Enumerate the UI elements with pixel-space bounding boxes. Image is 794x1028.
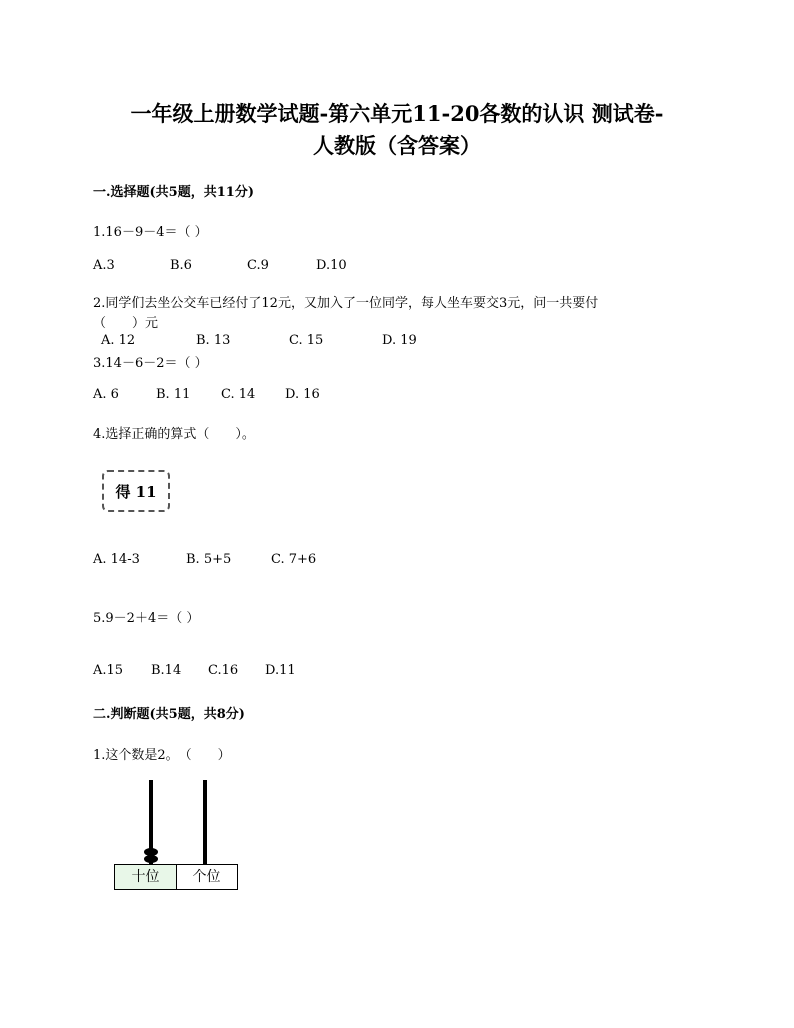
q2-option-a: A. 12 (101, 333, 136, 348)
q5-option-a: A.15 (93, 663, 124, 678)
q5-text: 5.9－2＋4＝（ ） (93, 611, 200, 626)
q2-text-line1: 2.同学们去坐公交车已经付了12元，又加入了一位同学，每人坐车要交3元，问一共要付 (93, 296, 599, 311)
q1-option-a: A.3 (93, 258, 115, 273)
q2-option-d: D. 19 (382, 333, 417, 348)
q5-option-c: C.16 (208, 663, 239, 678)
q3-option-b: B. 11 (156, 387, 191, 402)
j1-text: 1.这个数是2。 （ ） (93, 748, 231, 763)
q1-option-d: D.10 (316, 258, 347, 273)
q4-option-a: A. 14-3 (93, 552, 140, 567)
q1-option-b: B.6 (170, 258, 192, 273)
q4-option-c: C. 7+6 (271, 552, 317, 567)
page-title-line1: 一年级上册数学试题-第六单元11-20各数的认识 测试卷- (130, 101, 664, 126)
q2-text-line2: （ ）元 (93, 316, 159, 331)
section1-heading: 一.选择题(共5题，共11分) (93, 185, 254, 200)
tens-place-label: 十位 (115, 865, 177, 889)
q1-text: 1.16－9－4＝（ ） (93, 225, 208, 240)
abacus-base (114, 864, 238, 890)
q2-option-b: B. 13 (196, 333, 231, 348)
q5-option-b: B.14 (151, 663, 182, 678)
q4-text: 4.选择正确的算式（ ）。 (93, 427, 255, 442)
abacus-diagram (114, 780, 238, 892)
q1-option-c: C.9 (247, 258, 269, 273)
q4-label-box (102, 470, 170, 512)
ones-place-label: 个位 (192, 869, 221, 885)
section2-heading: 二.判断题(共5题，共8分) (93, 707, 245, 722)
q3-option-c: C. 14 (221, 387, 256, 402)
q3-option-d: D. 16 (285, 387, 320, 402)
page-title-line2: 人教版（含答案） (313, 133, 481, 158)
q2-option-c: C. 15 (289, 333, 324, 348)
q5-option-d: D.11 (265, 663, 296, 678)
q3-text: 3.14－6－2＝（ ） (93, 356, 208, 371)
bead (144, 855, 158, 863)
q4-option-b: B. 5+5 (186, 552, 232, 567)
ones-rod (203, 780, 207, 864)
q4-box-label: 得 11 (115, 483, 157, 501)
q3-option-a: A. 6 (93, 387, 119, 402)
